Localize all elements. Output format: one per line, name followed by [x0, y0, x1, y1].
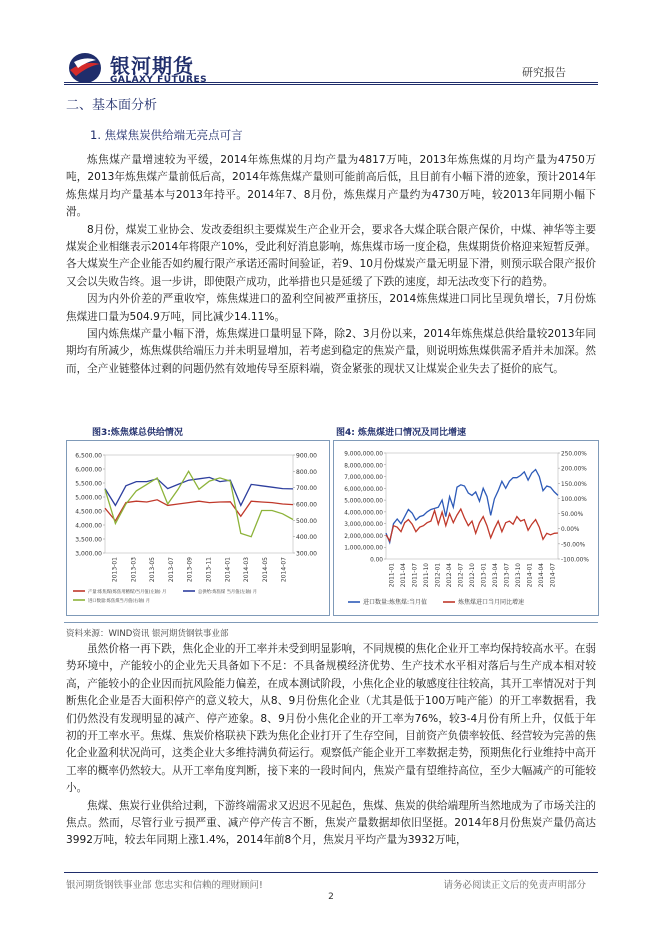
y-left-tick-label: 5,500.00 [75, 480, 102, 488]
paragraph: 焦煤、焦炭行业供给过剩，下游终端需求又迟迟不见起色，焦煤、焦炭的供给端理所当然地成为了市场关注的焦点。然而，尽管行业亏损严重、减产停产传言不断，焦炭产量数据却依旧坚挺。2014年8月份焦炭产量仍高达3992万吨，较去年同期上涨1.4%，2014年前8个月，焦炭月平均产量为3932万吨， [66, 799, 596, 847]
y-left-tick-label: 2,000,000.00 [344, 533, 383, 540]
figure-3-svg [67, 441, 329, 615]
data-source: 资料来源：WIND资讯 银河期货钢铁事业部 [66, 629, 229, 639]
logo [66, 50, 216, 86]
x-tick-label: 2014-04 [538, 563, 545, 588]
y-right-tick-label: 100.00% [561, 496, 587, 503]
y-left-tick-label: 7,000,000.00 [344, 475, 383, 482]
galaxy-logo-icon [66, 50, 104, 86]
page-number: 2 [328, 892, 334, 902]
y-right-tick-label: 600.00 [296, 501, 317, 509]
section-title: 二、基本面分析 [66, 98, 158, 113]
series-line [386, 470, 558, 543]
series-line [105, 471, 293, 536]
x-tick-label: 2011-07 [412, 563, 419, 588]
x-tick-label: 2013-10 [515, 563, 522, 588]
footer-right: 请务必阅读正文后的免责声明部分 [443, 880, 586, 891]
y-left-tick-label: 4,000,000.00 [344, 510, 383, 517]
x-tick-label: 2012-07 [458, 563, 465, 588]
header-divider-2 [64, 84, 598, 85]
plot-area [105, 455, 293, 553]
section-subtitle: 1. 焦煤焦炭供给端无亮点可言 [90, 128, 243, 142]
body-text-top [66, 152, 596, 378]
figure-4-chart [333, 440, 599, 616]
x-tick-label: 2014-07 [280, 557, 288, 583]
paragraph: 8月份，煤炭工业协会、发改委组织主要煤炭生产企业开会，要求各大煤企联合限产保价，中煤、神华等主要煤炭企业相继表示2014年将限产10%，受此利好消息影响，炼焦煤市场一度企稳，焦煤期货价格迎来短暂反弹。各大煤炭生产企业能否如约履行限产承诺还需时间验证，若9、10月份煤炭产量无明显下滑，则预示联合限产报价又会以失败告终。退一步讲，即使限产成功，此举措也只是延缓了下跌的速度，却无法改变下行的趋势。 [66, 223, 596, 288]
figure-4-title: 图4: 炼焦煤进口情况及同比增速 [336, 428, 466, 438]
x-tick-label: 2011-04 [401, 563, 408, 588]
figure-3-chart [66, 440, 330, 616]
x-tick-label: 2014-03 [243, 557, 251, 583]
y-left-tick-label: 3,500.00 [75, 536, 102, 544]
y-left-tick-label: 5,000.00 [75, 494, 102, 502]
legend-label: 总供给:炼焦煤 当月值(左轴) 月 [198, 590, 258, 596]
y-left-tick-label: 6,000,000.00 [344, 486, 383, 493]
y-left-tick-label: 8,000,000.00 [344, 463, 383, 470]
paragraph: 因为内外价差的严重收窄，炼焦煤进口的盈利空间被严重挤压，2014炼焦煤进口同比呈现负增长，7月份炼焦煤进口量为504.9万吨，同比减少14.11%。 [66, 293, 596, 323]
x-tick-label: 2011-10 [424, 563, 431, 588]
source-divider [64, 622, 598, 623]
paragraph: 炼焦煤产量增速较为平缓，2014年炼焦煤的月均产量为4817万吨，2013年炼焦煤的月均产量为4750万吨，2013年炼焦煤产量前低后高，2014年炼焦煤产量则可能前高后低，且目前有小幅下滑的迹象，预计2014年炼焦煤月均产量基本与2013年持平。2014年7、8月份，炼焦煤月产量约为4730万吨，较2013年同期小幅下滑。 [66, 154, 596, 219]
y-right-tick-label: 200.00% [561, 466, 587, 473]
x-tick-label: 2013-04 [492, 563, 499, 588]
legend-label: 炼焦煤进口当月同比增速 [458, 599, 525, 607]
y-right-tick-label: 50.00% [561, 512, 584, 519]
footer-divider [64, 872, 598, 873]
x-tick-label: 2013-09 [186, 557, 194, 583]
y-right-tick-label: 800.00 [296, 468, 317, 476]
y-right-tick-label: 150.00% [561, 481, 587, 488]
y-right-tick-label: -100.00% [561, 557, 589, 564]
y-left-tick-label: 4,500.00 [75, 508, 102, 516]
y-left-tick-label: 0.00 [370, 557, 383, 564]
figure-4-svg [334, 441, 598, 615]
paragraph: 虽然价格一再下跌，焦化企业的开工率并未受到明显影响，不同规模的焦化企业开工率均保持较高水平。在弱势环境中，产能较小的企业先天具备如下不足：不具备规模经济优势、生产技术水平相对落后与生产成本相对较高，产能较小的企业因而抗风险能力偏差，在成本测试阶段，小焦化企业的敏感度往往较高，其开工率情况对于判断焦化企业是否大面积停产的意义较大，从8、9月份焦化企业（尤其是低于100万吨产能）的开工率数据看，我们仍然没有发现明显的减产、停产迹象。8、9月份小焦化企业的开工率为76%，较3-4月份有所上升，仅低于年初的开工率水平。焦煤、焦炭价格联袂下跌为焦化企业打开了生存空间，目前资产负债率较低、经营较为完善的焦化企业盈利状况尚可，这类企业大多维持满负荷运行。观察低产能企业开工率数据走势，预期焦化行业维持中高开工率的概率仍然较大。从开工率角度判断，接下来的一段时间内，焦炭产量有望维持高位，至少大幅减产的可能较小。 [66, 643, 596, 795]
x-tick-label: 2013-01 [481, 563, 488, 588]
x-tick-label: 2013-11 [205, 557, 213, 583]
y-left-tick-label: 3,000,000.00 [344, 522, 383, 529]
y-right-tick-label: 900.00 [296, 452, 317, 460]
x-tick-label: 2013-01 [111, 557, 119, 583]
x-tick-label: 2011-01 [389, 563, 396, 588]
document-type: 研究报告 [522, 66, 566, 79]
y-left-tick-label: 6,000.00 [75, 466, 102, 474]
y-right-tick-label: 700.00 [296, 485, 317, 493]
plot-area [386, 453, 558, 559]
y-right-tick-label: 250.00% [561, 451, 587, 458]
y-left-tick-label: 3,000.00 [75, 550, 102, 558]
x-tick-label: 2013-07 [504, 563, 511, 588]
x-tick-label: 2013-03 [130, 557, 138, 583]
x-tick-label: 2014-05 [261, 557, 269, 583]
y-right-tick-label: -50.00% [561, 542, 586, 549]
legend-label: 产量:炼焦煤(炼焦用精煤)当月值(左轴) 月 [88, 590, 167, 596]
logo-text-en: GALAXY FUTURES [110, 75, 208, 85]
y-right-tick-label: 300.00 [296, 550, 317, 558]
body-text-bottom [66, 641, 596, 850]
legend-label: 进口数量:炼焦煤当月值(右轴) 月 [88, 599, 151, 605]
y-left-tick-label: 9,000,000.00 [344, 451, 383, 458]
y-right-tick-label: 400.00 [296, 534, 317, 542]
x-tick-label: 2012-10 [470, 563, 477, 588]
x-tick-label: 2014-01 [224, 557, 232, 583]
series-line [386, 509, 558, 541]
x-tick-label: 2014-01 [527, 563, 534, 588]
x-tick-label: 2012-04 [447, 563, 454, 588]
y-left-tick-label: 6,500.00 [75, 452, 102, 460]
figure-3-title: 图3:炼焦煤总供给情况 [92, 428, 183, 438]
x-tick-label: 2012-01 [435, 563, 442, 588]
footer-left: 银河期货钢铁事业部 您忠实和信赖的理财顾问! [66, 880, 263, 891]
y-left-tick-label: 4,000.00 [75, 522, 102, 530]
legend-label: 进口数量:炼焦煤:当月值 [363, 599, 428, 607]
y-left-tick-label: 5,000,000.00 [344, 498, 383, 505]
y-right-tick-label: 0.00% [561, 527, 580, 534]
paragraph: 国内炼焦煤产量小幅下滑，炼焦煤进口量明显下降，除2、3月份以来，2014年炼焦煤总供给量较2013年同期均有所减少，炼焦煤供给端压力并未明显增加，若考虑到稳定的焦炭产量，则说明炼焦煤供需矛盾并未加深。然而，全产业链整体过剩的问题仍然有效地传导至原料端，资金紧张的现状又让煤炭企业失去了挺价的底气。 [66, 328, 596, 375]
x-tick-label: 2013-05 [149, 557, 157, 583]
y-left-tick-label: 1,000,000.00 [344, 545, 383, 552]
x-tick-label: 2013-07 [167, 557, 175, 583]
header-divider [64, 82, 598, 83]
logo-text-cn: 银河期货 [110, 54, 194, 78]
x-tick-label: 2014-07 [550, 563, 557, 588]
y-right-tick-label: 500.00 [296, 517, 317, 525]
